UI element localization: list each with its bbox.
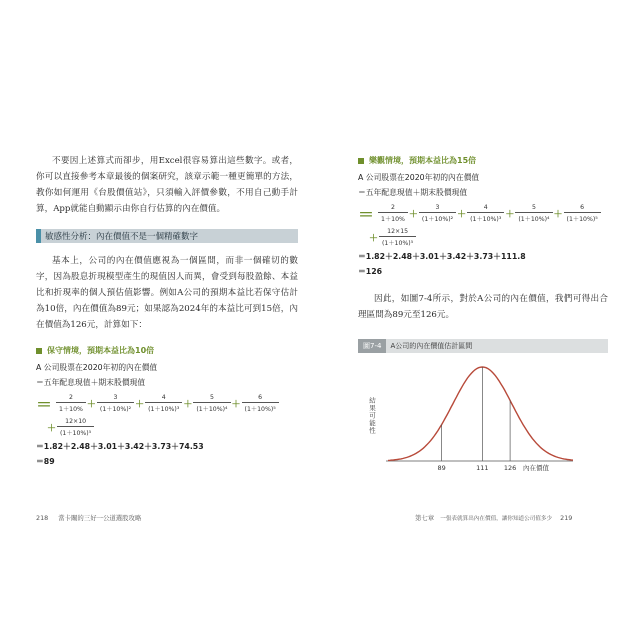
conservative-result: ＝89 — [36, 457, 55, 466]
optimistic-scenario — [358, 155, 608, 277]
equals-sign: ＝ — [358, 205, 375, 224]
left-page-number: 218 — [36, 514, 49, 522]
optimistic-terminal-row: ＋ $\frac{12\times 15}{\text{(1＋10\%)⁵}}$ — [358, 228, 608, 247]
conservative-terminal-row: ＋ $\frac{12\times 10}{\text{(1＋10\%)⁵}}$ — [36, 418, 298, 437]
conservative-eq1: ＝五年配息現值＋期末股價現值 — [36, 378, 146, 387]
optimistic-sum: ＝1.82＋2.48＋3.01＋3.42＋3.73＋111.8 — [358, 252, 526, 261]
left-footer — [36, 513, 141, 522]
figure-header — [358, 339, 608, 353]
square-bullet-icon — [358, 158, 364, 164]
right-footer — [415, 513, 572, 522]
fraction-1: $\frac{2}{1+10\%}$ — [56, 394, 86, 413]
terminal-fraction: $\frac{12\times 15}{\text{(1＋10\%)⁵}}$ — [379, 228, 416, 247]
sensitivity-banner — [36, 229, 298, 243]
fraction-2: $\frac{3}{\text{(1＋10\%)²}}$ — [97, 394, 134, 413]
figure-title: A公司的內在價值估計區間 — [386, 339, 608, 353]
conservative-scenario — [36, 345, 298, 467]
conclusion-paragraph: 因此，如圖7-4所示，對於A公司的內在價值，我們可得出合理區間為89元至126元。 — [358, 294, 608, 320]
sensitivity-banner-text: 敏感性分析：內在價值不是一個精確數字 — [45, 232, 199, 242]
conservative-line1: A 公司股票在2020年初的內在價值 — [36, 363, 158, 372]
bell-curve — [388, 367, 573, 460]
conservative-heading-text: 保守情境，預期本益比為10倍 — [47, 346, 155, 355]
optimistic-result: ＝126 — [358, 267, 383, 276]
fraction-1: $\frac{2}{1+10\%}$ — [378, 204, 408, 223]
fraction-3: $\frac{4}{\text{(1＋10\%)³}}$ — [145, 394, 182, 413]
tick-89: 89 — [437, 464, 446, 472]
left-book-title: 當卡關的三好一公道選股攻略 — [58, 514, 142, 522]
right-page-number: 219 — [560, 514, 573, 522]
optimistic-eq1: ＝五年配息現值＋期末股價現值 — [358, 188, 468, 197]
square-bullet-icon — [36, 348, 42, 354]
conservative-sum: ＝1.82＋2.48＋3.01＋3.42＋3.73＋74.53 — [36, 442, 204, 451]
terminal-fraction: $\frac{12\times 10}{\text{(1＋10\%)⁵}}$ — [57, 418, 94, 437]
figure-tag: 圖7-4 — [358, 339, 386, 353]
distribution-chart — [358, 357, 608, 477]
fraction-2: $\frac{3}{\text{(1＋10\%)²}}$ — [419, 204, 456, 223]
figure-7-4 — [358, 339, 608, 477]
x-axis-label: 內在價值 — [523, 464, 549, 472]
tick-126: 126 — [503, 464, 517, 472]
intro-paragraph: 不要因上述算式而卻步，用Excel很容易算出這些數字。或者，你可以直接參考本章最後的個案研究，該章示範一種更簡單的方法，教你如何運用《台股價值站》，只須輸入評價參數，不用自己動手計算，App就能自動顯示由你自行估算的內在價值。 — [36, 156, 298, 214]
optimistic-line1: A 公司股票在2020年初的內在價值 — [358, 173, 480, 182]
optimistic-heading — [358, 155, 608, 166]
right-page — [358, 128, 608, 528]
fraction-4: $\frac{5}{\text{(1＋10\%)⁴}}$ — [515, 204, 552, 223]
y-axis-label: 結果可能性 — [368, 397, 376, 435]
right-chapter-title: 一張表就算出內在價值，讓你知道公司值多少 — [440, 516, 553, 522]
fraction-3: $\frac{4}{\text{(1＋10\%)³}}$ — [467, 204, 504, 223]
optimistic-heading-text: 樂觀情境，預期本益比為15倍 — [369, 156, 477, 165]
conservative-heading — [36, 345, 298, 356]
fraction-5: $\frac{6}{\text{(1＋10\%)⁵}}$ — [242, 394, 279, 413]
right-chapter: 第七章 — [415, 514, 435, 522]
body-paragraph: 基本上，公司的內在價值應視為一個區間，而非一個確切的數字，因為股息折現模型產生的現值因人而異，會受到每股盈餘、本益比和折現率的個人預估值影響。例如A公司的預期本益比若保守估計為10倍，內在價值為89元；如果認為2024年的本益比可到15倍，內在價值為126元，計算如下： — [36, 256, 298, 330]
fraction-5: $\frac{6}{\text{(1＋10\%)⁵}}$ — [564, 204, 601, 223]
fraction-4: $\frac{5}{\text{(1＋10\%)⁴}}$ — [193, 394, 230, 413]
optimistic-fraction-row: ＝ $\frac{2}{1+10\%}$ ＋ $\frac{3}{\text{(1＋10\%)²}}$ ＋ $\frac{4}{\text{(1＋10\%)³}}$ ＋ $\frac{5}{\text{(1＋10\%)⁴}}$ ＋ $\frac{6}{\text{(1＋10\%)⁵}}$ — [358, 202, 608, 225]
conservative-fraction-row: ＝ $\frac{2}{1+10\%}$ ＋ $\frac{3}{\text{(1＋10\%)²}}$ ＋ $\frac{4}{\text{(1＋10\%)³}}$ ＋ $\frac{5}{\text{(1＋10\%)⁴}}$ ＋ $\frac{6}{\text{(1＋10\%)⁵}}$ — [36, 392, 298, 415]
equals-sign: ＝ — [36, 395, 53, 414]
left-page — [36, 128, 298, 528]
tick-111: 111 — [476, 464, 489, 472]
